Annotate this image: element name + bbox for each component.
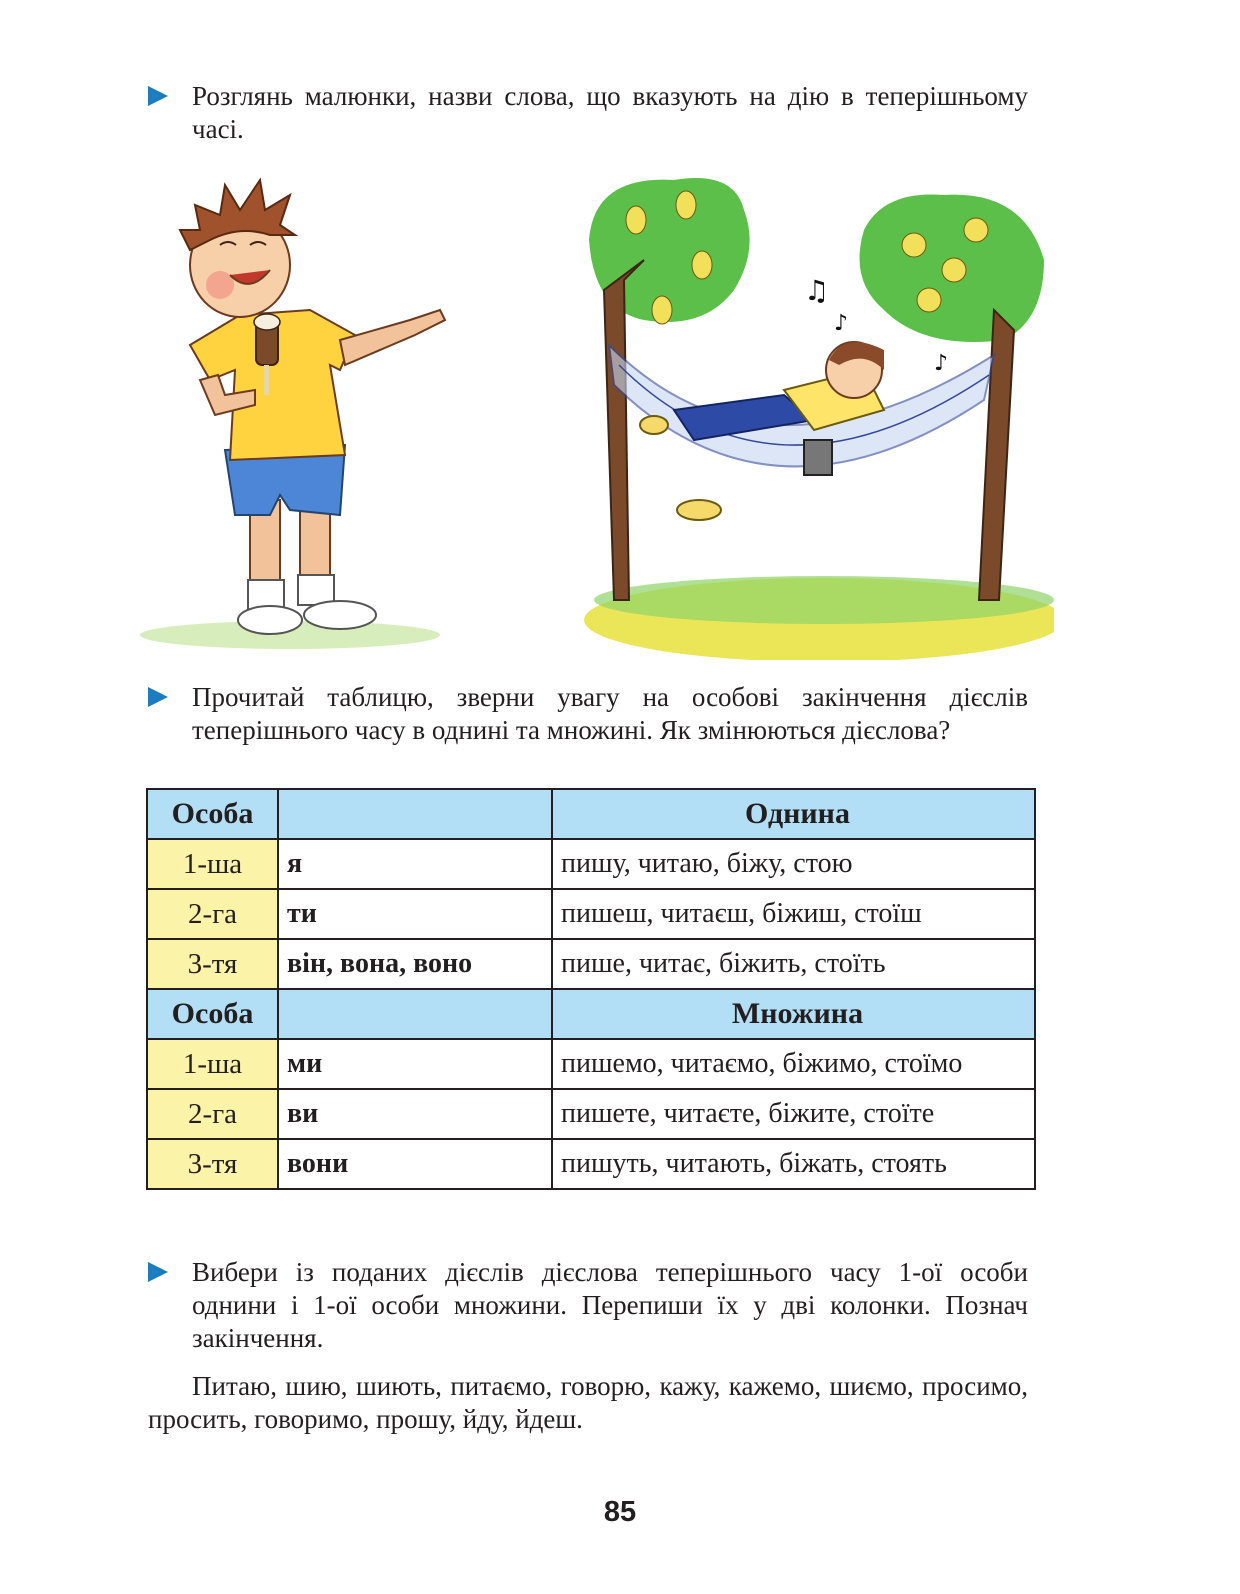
boy-with-ice-cream-illustration xyxy=(140,170,460,660)
verbs-cell: пишете, читаєте, біжите, стоїте xyxy=(552,1089,1035,1139)
header-empty xyxy=(278,789,552,839)
pronoun-cell: я xyxy=(278,839,552,889)
task-1 xyxy=(148,80,1028,146)
bullet-arrow-icon xyxy=(148,687,168,707)
verbs-cell: пишуть, читають, біжать, стоять xyxy=(552,1139,1035,1189)
person-cell: 3-тя xyxy=(147,1139,278,1189)
person-cell: 2-га xyxy=(147,1089,278,1139)
verbs-cell: пишеш, читаєш, біжиш, стоїш xyxy=(552,889,1035,939)
pronoun-cell: ви xyxy=(278,1089,552,1139)
header-person: Особа xyxy=(147,789,278,839)
svg-text:♫: ♫ xyxy=(804,274,830,307)
person-cell: 2-га xyxy=(147,889,278,939)
table-row xyxy=(147,939,1035,989)
word-list-paragraph: Питаю, шию, шиють, питаємо, говорю, кажу, кажемо, шиємо, просимо, просить, говоримо, прошу, йду, йдеш. xyxy=(148,1371,1028,1434)
table-row xyxy=(147,1039,1035,1089)
task-3-text: Вибери із поданих дієслів дієслова теперішнього часу 1-ої особи однини і 1-ої особи множини. Перепиши їх у дві колонки. Познач закінчення. xyxy=(192,1257,1028,1353)
svg-text:♪: ♪ xyxy=(934,351,949,376)
pronoun-cell: вони xyxy=(278,1139,552,1189)
task-2 xyxy=(148,681,1028,747)
person-cell: 1-ша xyxy=(147,839,278,889)
verbs-cell: пишу, читаю, біжу, стою xyxy=(552,839,1035,889)
header-plural: Множина xyxy=(552,989,1035,1039)
header-singular: Однина xyxy=(552,789,1035,839)
boy-in-hammock-illustration xyxy=(584,170,1054,660)
table-row xyxy=(147,1139,1035,1189)
pronoun-cell: ми xyxy=(278,1039,552,1089)
header-empty xyxy=(278,989,552,1039)
person-cell: 3-тя xyxy=(147,939,278,989)
bullet-arrow-icon xyxy=(148,1262,168,1282)
verb-conjugation-table xyxy=(146,788,1036,1190)
pronoun-cell: він, вона, воно xyxy=(278,939,552,989)
verbs-cell: пишемо, читаємо, біжимо, стоїмо xyxy=(552,1039,1035,1089)
pronoun-cell: ти xyxy=(278,889,552,939)
verbs-cell: пише, читає, біжить, стоїть xyxy=(552,939,1035,989)
bullet-arrow-icon xyxy=(148,86,168,106)
svg-text:♪: ♪ xyxy=(834,311,849,336)
table-row xyxy=(147,1089,1035,1139)
task-3 xyxy=(148,1256,1028,1355)
person-cell: 1-ша xyxy=(147,1039,278,1089)
table-header-singular xyxy=(147,789,1035,839)
table-row xyxy=(147,839,1035,889)
page-number: 85 xyxy=(603,1496,637,1528)
header-person: Особа xyxy=(147,989,278,1039)
task-2-text: Прочитай таблицю, зверни увагу на особові закінчення дієслів теперішнього часу в однині та множині. Як змінюються дієслова? xyxy=(192,682,1028,745)
table-row xyxy=(147,889,1035,939)
table-header-plural xyxy=(147,989,1035,1039)
task-1-text: Розглянь малюнки, назви слова, що вказують на дію в теперішньому часі. xyxy=(192,81,1028,144)
